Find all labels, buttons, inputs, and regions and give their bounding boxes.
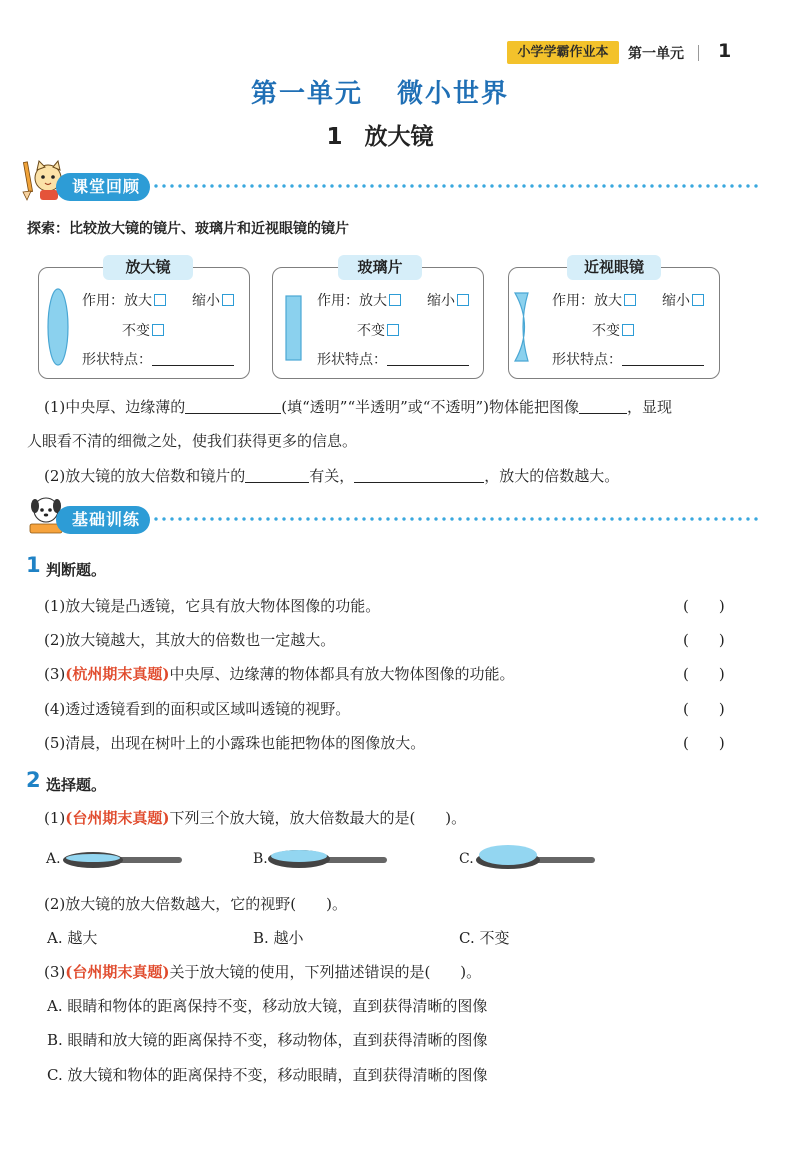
card-same-label: 不变 bbox=[592, 323, 620, 339]
training-banner: 基础训练 bbox=[56, 506, 150, 534]
magnifier-c-icon bbox=[474, 840, 598, 872]
card-use-row bbox=[317, 290, 469, 310]
checkbox-shrink[interactable] bbox=[457, 294, 469, 306]
fill2-blank-1[interactable] bbox=[245, 482, 309, 483]
fill2-blank-2[interactable] bbox=[354, 482, 484, 483]
fill1-text-a: (1)中央厚、边缘薄的 bbox=[44, 398, 186, 416]
training-dotted-rule bbox=[152, 517, 760, 521]
checkbox-enlarge[interactable] bbox=[154, 294, 166, 306]
card-shape-row bbox=[317, 349, 469, 369]
option-c[interactable]: C. 不变 bbox=[459, 929, 510, 947]
checkbox-same[interactable] bbox=[387, 324, 399, 336]
concave-lens-icon bbox=[512, 290, 542, 364]
answer-paren[interactable]: ( ) bbox=[683, 665, 725, 683]
option-b-label[interactable]: B. bbox=[253, 851, 268, 867]
fill-question-2 bbox=[44, 465, 619, 486]
card-title: 放大镜 bbox=[103, 255, 193, 280]
header-unit: 第一单元 bbox=[628, 46, 684, 62]
card-shape-row bbox=[552, 349, 704, 369]
card-shrink-label: 缩小 bbox=[427, 293, 455, 309]
item-index: (1) bbox=[44, 809, 66, 827]
shape-answer-blank[interactable] bbox=[152, 365, 234, 366]
judge-item: (1)放大镜是凸透镜，它具有放大物体图像的功能。 bbox=[44, 597, 381, 615]
fill1-text-b: (填“透明”“半透明”或“不透明”)物体能把图像 bbox=[281, 398, 579, 416]
fill1-text-c: ，显现 bbox=[626, 398, 672, 416]
convex-lens-icon bbox=[45, 286, 71, 368]
card-same-row bbox=[122, 320, 164, 340]
checkbox-same[interactable] bbox=[152, 324, 164, 336]
card-shape-label: 形状特点： bbox=[552, 352, 622, 368]
card-use-label: 作用：放大 bbox=[317, 293, 387, 309]
card-use-label: 作用：放大 bbox=[82, 293, 152, 309]
lesson-title bbox=[0, 118, 760, 151]
review-banner: 课堂回顾 bbox=[56, 173, 150, 201]
card-title: 玻璃片 bbox=[338, 255, 422, 280]
checkbox-enlarge[interactable] bbox=[389, 294, 401, 306]
choice-item bbox=[44, 807, 466, 828]
option-b[interactable]: B. 眼睛和放大镜的距离保持不变，移动物体，直到获得清晰的图像 bbox=[47, 1031, 488, 1049]
page-number: 1 bbox=[718, 40, 732, 62]
unit-label: 第一单元 bbox=[250, 79, 363, 109]
explore-heading: 探索：比较放大镜的镜片、玻璃片和近视眼镜的镜片 bbox=[27, 221, 349, 237]
card-same-label: 不变 bbox=[357, 323, 385, 339]
item-text: 关于放大镜的使用，下列描述错误的是( )。 bbox=[169, 963, 482, 981]
card-shape-label: 形状特点： bbox=[317, 352, 387, 368]
option-a-label[interactable]: A. bbox=[46, 851, 61, 867]
card-title: 近视眼镜 bbox=[567, 255, 661, 280]
judge-item bbox=[44, 663, 514, 684]
option-a[interactable]: A. 越大 bbox=[47, 929, 98, 947]
card-same-label: 不变 bbox=[122, 323, 150, 339]
question-number: 1 bbox=[26, 553, 41, 577]
question-title: 选择题。 bbox=[46, 776, 107, 794]
card-use-label: 作用：放大 bbox=[552, 293, 622, 309]
choice-item: (2)放大镜的放大倍数越大，它的视野( )。 bbox=[44, 895, 347, 913]
exam-source-tag: (杭州期末真题) bbox=[65, 665, 170, 683]
card-shape-row bbox=[82, 349, 234, 369]
checkbox-enlarge[interactable] bbox=[624, 294, 636, 306]
answer-paren[interactable]: ( ) bbox=[683, 734, 725, 752]
card-same-row bbox=[592, 320, 634, 340]
checkbox-shrink[interactable] bbox=[692, 294, 704, 306]
answer-paren[interactable]: ( ) bbox=[683, 631, 725, 649]
card-shape-label: 形状特点： bbox=[82, 352, 152, 368]
checkbox-same[interactable] bbox=[622, 324, 634, 336]
fill2-text-a: (2)放大镜的放大倍数和镜片的 bbox=[44, 467, 246, 485]
magnifier-b-icon bbox=[266, 845, 390, 871]
answer-paren[interactable]: ( ) bbox=[683, 597, 725, 615]
exam-source-tag: (台州期末真题) bbox=[65, 963, 170, 981]
question-title: 判断题。 bbox=[46, 561, 107, 579]
card-use-row bbox=[82, 290, 234, 310]
card-use-row bbox=[552, 290, 704, 310]
checkbox-shrink[interactable] bbox=[222, 294, 234, 306]
lesson-name: 放大镜 bbox=[364, 124, 434, 150]
fill-question-1 bbox=[44, 396, 672, 417]
review-dotted-rule bbox=[152, 184, 760, 188]
exam-source-tag: (台州期末真题) bbox=[65, 809, 170, 827]
fill2-text-c: ，放大的倍数越大。 bbox=[484, 467, 620, 485]
lesson-number: 1 bbox=[326, 124, 343, 150]
judge-item: (5)清晨，出现在树叶上的小露珠也能把物体的图像放大。 bbox=[44, 734, 426, 752]
item-text: 中央厚、边缘薄的物体都具有放大物体图像的功能。 bbox=[169, 665, 515, 683]
glass-pane-icon bbox=[284, 294, 304, 364]
option-a[interactable]: A. 眼睛和物体的距离保持不变，移动放大镜，直到获得清晰的图像 bbox=[47, 997, 488, 1015]
choice-item bbox=[44, 961, 481, 982]
question-number: 2 bbox=[26, 768, 41, 792]
answer-paren[interactable]: ( ) bbox=[683, 700, 725, 718]
unit-name: 微小世界 bbox=[397, 79, 510, 109]
fill1-blank-1[interactable] bbox=[185, 413, 281, 414]
card-shrink-label: 缩小 bbox=[192, 293, 220, 309]
card-shrink-label: 缩小 bbox=[662, 293, 690, 309]
fill1-blank-2[interactable] bbox=[579, 413, 627, 414]
fill-question-1-cont: 人眼看不清的细微之处，使我们获得更多的信息。 bbox=[27, 432, 358, 450]
shape-answer-blank[interactable] bbox=[622, 365, 704, 366]
judge-item: (4)透过透镜看到的面积或区域叫透镜的视野。 bbox=[44, 700, 351, 718]
option-c-label[interactable]: C. bbox=[459, 851, 474, 867]
header-divider bbox=[698, 45, 699, 61]
unit-title bbox=[0, 73, 760, 110]
judge-item: (2)放大镜越大，其放大的倍数也一定越大。 bbox=[44, 631, 336, 649]
option-b[interactable]: B. 越小 bbox=[253, 929, 304, 947]
shape-answer-blank[interactable] bbox=[387, 365, 469, 366]
magnifier-a-icon bbox=[61, 849, 185, 871]
item-index: (3) bbox=[44, 665, 66, 683]
fill2-text-b: 有关， bbox=[309, 467, 355, 485]
series-badge: 小学学霸作业本 bbox=[507, 41, 619, 64]
item-text: 下列三个放大镜，放大倍数最大的是( )。 bbox=[169, 809, 467, 827]
option-c[interactable]: C. 放大镜和物体的距离保持不变，移动眼睛，直到获得清晰的图像 bbox=[47, 1066, 488, 1084]
card-same-row bbox=[357, 320, 399, 340]
item-index: (3) bbox=[44, 963, 66, 981]
